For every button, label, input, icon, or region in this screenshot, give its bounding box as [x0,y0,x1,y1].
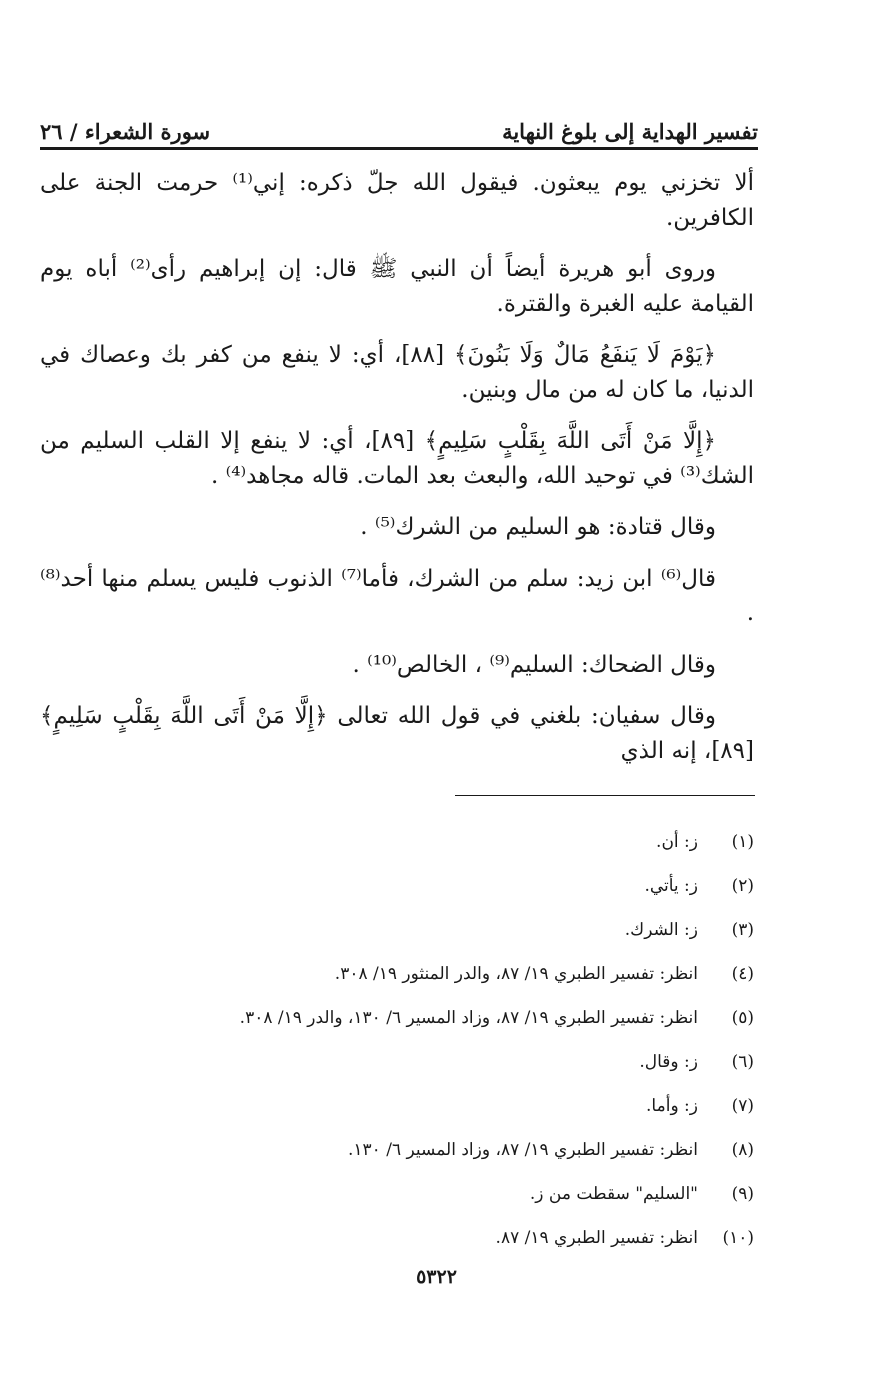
paragraph: وقال الضحاك: السليم⁽⁹⁾ ، الخالص⁽¹⁰⁾ . [352,651,716,678]
footnote-text: انظر: تفسير الطبري ١٩/ ٨٧، والدر المنثور ١٩/ ٣٠٨. [334,964,698,984]
footnote-item [160,1216,754,1260]
footnote-item [160,1084,754,1128]
footnote-number: (٩) [731,1184,754,1204]
paragraph: ﴿إِلَّا مَنْ أَتَى اللَّهَ بِقَلْبٍ سَلِيمٍ﴾ [٨٩]، أي: لا ينفع إلا القلب السليم من الشك⁽³⁾ في توحيد الله، والبعث بعد المات. قاله مجاهد⁽⁴⁾ . [40,428,754,489]
footnotes [160,820,754,1260]
page-number: ٥٣٢٢ [416,1266,457,1288]
footnote-item [160,864,754,908]
footnote-number: (٨) [731,1140,754,1160]
header-divider [40,147,758,150]
footnote-item [160,1172,754,1216]
footnote-item [160,952,754,996]
footnote-item [160,908,754,952]
running-header [40,104,758,144]
footnote-text: ز: أن. [656,832,698,852]
paragraph: وروى أبو هريرة أيضاً أن النبي ﷺ قال: إن إبراهيم رأى⁽²⁾ أباه يوم القيامة عليه الغبرة والقترة. [40,256,754,317]
paragraph: ألا تخزني يوم يبعثون. فيقول الله جلّ ذكره: إني⁽¹⁾ حرمت الجنة على الكافرين. [40,170,754,231]
footnote-text: انظر: تفسير الطبري ١٩/ ٨٧، وزاد المسير ٦/ ١٣٠. [348,1140,698,1160]
footnote-text: "السليم" سقطت من ز. [529,1184,698,1204]
footnote-text: ز: وأما. [646,1096,698,1116]
footnote-number: (١٠) [722,1228,754,1248]
book-title: تفسير الهداية إلى بلوغ النهاية [502,119,758,144]
paragraph: قال⁽⁶⁾ ابن زيد: سلم من الشرك، فأما⁽⁷⁾ الذنوب فليس يسلم منها أحد⁽⁸⁾ . [40,565,754,626]
footnote-item [160,1040,754,1084]
footnote-text: ز: يأتي. [644,876,698,896]
paragraph: وقال سفيان: بلغني في قول الله تعالى ﴿إِلَّا مَنْ أَتَى اللَّهَ بِقَلْبٍ سَلِيمٍ﴾ [٨٩]، إنه الذي [40,703,754,764]
footnote-number: (٤) [731,964,754,984]
footnote-number: (١) [731,832,754,852]
footnote-number: (٢) [731,876,754,896]
paragraph: وقال قتادة: هو السليم من الشرك⁽⁵⁾ . [360,514,716,540]
footnote-divider [455,795,755,796]
paragraph: ﴿يَوْمَ لَا يَنفَعُ مَالٌ وَلَا بَنُونَ﴾ [٨٨]، أي: لا ينفع من كفر بك وعصاك في الدنيا، ما كان له من مال وبنين. [40,342,754,403]
footnote-number: (٧) [731,1096,754,1116]
main-text [40,166,754,785]
footnote-number: (٦) [731,1052,754,1072]
footnote-item [160,996,754,1040]
footnote-text: ز: الشرك. [624,920,698,940]
footnote-item [160,820,754,864]
footnote-text: انظر: تفسير الطبري ١٩/ ٨٧، وزاد المسير ٦/ ١٣٠، والدر ١٩/ ٣٠٨. [239,1008,698,1028]
footnote-text: ز: وقال. [639,1052,698,1072]
surah-reference: سورة الشعراء / ٢٦ [40,119,211,144]
footnote-item [160,1128,754,1172]
footnote-number: (٥) [731,1008,754,1028]
footnote-text: انظر: تفسير الطبري ١٩/ ٨٧. [495,1228,698,1248]
footnote-number: (٣) [731,920,754,940]
